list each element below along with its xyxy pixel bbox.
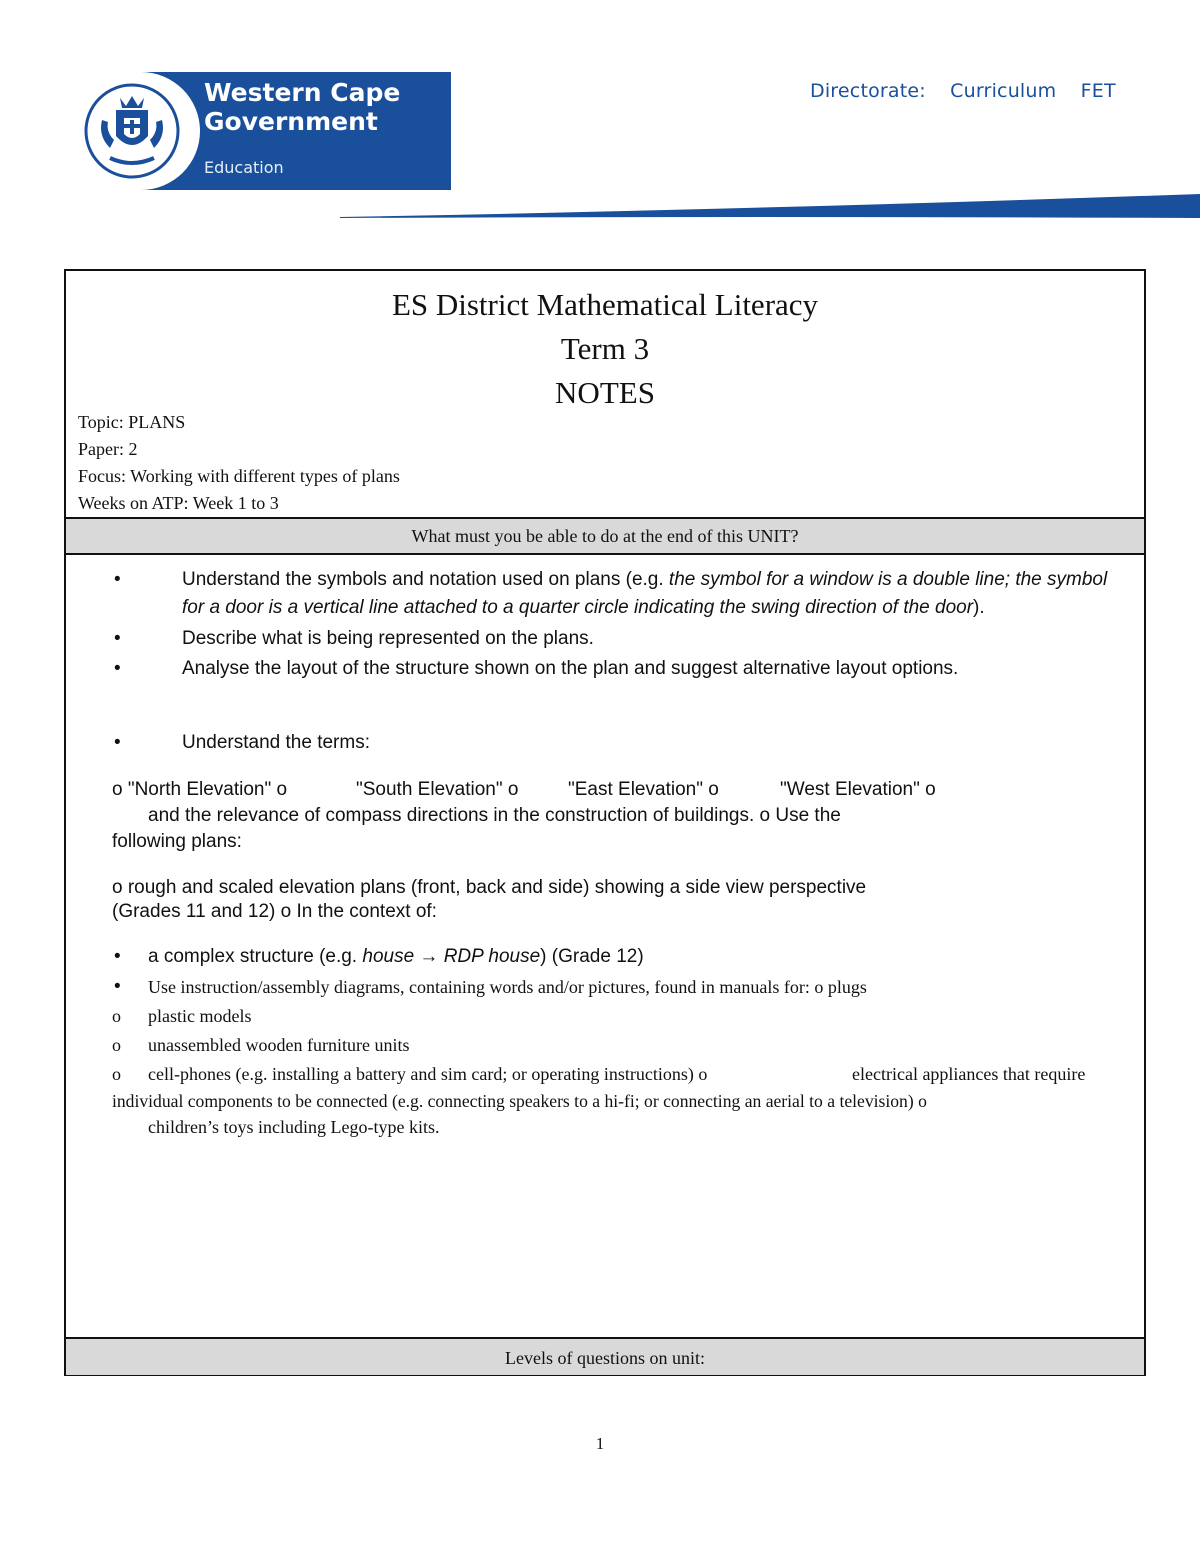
page-number: 1: [595, 1434, 605, 1453]
outcome-text: Describe what is being represented on the plans.: [182, 628, 594, 649]
outcome-item: [114, 655, 959, 683]
assembly-sub: [112, 1031, 410, 1059]
meta-focus: Focus: Working with different types of plans: [78, 466, 400, 486]
elevation-west: "West Elevation" o: [780, 779, 936, 800]
o-marker: o: [112, 1064, 121, 1084]
complex-italic: house → RDP house: [362, 946, 541, 967]
directorate-label: [810, 80, 1134, 102]
outcome-item: [114, 566, 1132, 622]
elevation-compass: and the relevance of compass directions in the construction of buildings. o Use the: [148, 805, 841, 826]
doc-notes: NOTES: [555, 375, 655, 410]
levels-heading: Levels of questions on unit:: [66, 1337, 1144, 1375]
bullet-dot: •: [114, 976, 121, 997]
meta-weeks: Weeks on ATP: Week 1 to 3: [78, 493, 279, 513]
o-marker: o: [112, 1035, 121, 1055]
assembly-sub-text: unassembled wooden furniture units: [148, 1035, 410, 1055]
complex-suffix: ) (Grade 12): [540, 946, 644, 967]
assembly-sub-text: cell-phones (e.g. installing a battery and sim card; or operating instructions) o: [148, 1064, 708, 1084]
meta-topic: Topic: PLANS: [78, 412, 186, 432]
directorate-dept: Curriculum: [950, 80, 1057, 102]
assembly-sub: [112, 1060, 708, 1088]
rough-plans: o rough and scaled elevation plans (front, back and side) showing a side view perspective: [112, 877, 867, 898]
outcome-item: [114, 625, 594, 653]
o-marker: o: [112, 1006, 121, 1026]
complex-prefix: a complex structure (e.g.: [148, 946, 363, 967]
complex-item: [114, 943, 644, 971]
directorate-title: Directorate:: [810, 80, 926, 102]
outcome-text: Understand the terms:: [182, 732, 370, 753]
org-name: Western Cape Government: [204, 78, 401, 136]
outcome-text: Understand the symbols and notation used on plans (e.g.: [182, 569, 669, 590]
bullet-dot: •: [114, 628, 121, 649]
org-sub: Education: [204, 158, 284, 177]
rough-grades: (Grades 11 and 12) o In the context of:: [112, 901, 437, 922]
outcome-end: ).: [973, 597, 985, 618]
outcome-item: [114, 729, 370, 757]
assembly-sub-text: plastic models: [148, 1006, 252, 1026]
assembly-individual: individual components to be connected (e.g. connecting speakers to a hi-fi; or connecting an aerial to a television) o: [112, 1091, 927, 1111]
assembly-text: Use instruction/assembly diagrams, containing words and/or pictures, found in manuals for: o plugs: [148, 977, 867, 997]
doc-title: ES District Mathematical Literacy: [391, 287, 819, 322]
outcomes-heading: What must you be able to do at the end of this UNIT?: [66, 517, 1144, 555]
meta-block: [78, 409, 400, 517]
meta-paper: Paper: 2: [78, 439, 138, 459]
bullet-dot: •: [114, 732, 121, 753]
elevation-south: "South Elevation" o: [356, 779, 519, 800]
elevation-north: o "North Elevation" o: [112, 779, 288, 800]
bullet-dot: •: [114, 658, 121, 679]
bullet-dot: •: [114, 946, 121, 967]
bullet-dot: •: [114, 569, 121, 590]
doc-term: Term 3: [560, 331, 650, 366]
outcome-italic: the symbol for a window is a double line; the symbol for a door is a vertical line attached to a quarter circle indicating the swing direction of the door: [182, 569, 1108, 618]
assembly-item: [114, 973, 867, 1001]
assembly-children: children’s toys including Lego-type kits.: [148, 1117, 440, 1137]
assembly-sub: [112, 1002, 252, 1030]
assembly-electrical: electrical appliances that require: [852, 1064, 1086, 1084]
elevation-east: "East Elevation" o: [568, 779, 719, 800]
wcg-logo: [72, 72, 451, 190]
outcome-text: Analyse the layout of the structure shown on the plan and suggest alternative layout options.: [182, 658, 959, 679]
header-swoosh: [340, 190, 1200, 222]
notes-frame: [64, 269, 1146, 1376]
elevation-following: following plans:: [112, 831, 242, 852]
directorate-phase: FET: [1080, 80, 1116, 102]
title-block: [66, 283, 1144, 415]
coat-of-arms-icon: [80, 80, 184, 182]
